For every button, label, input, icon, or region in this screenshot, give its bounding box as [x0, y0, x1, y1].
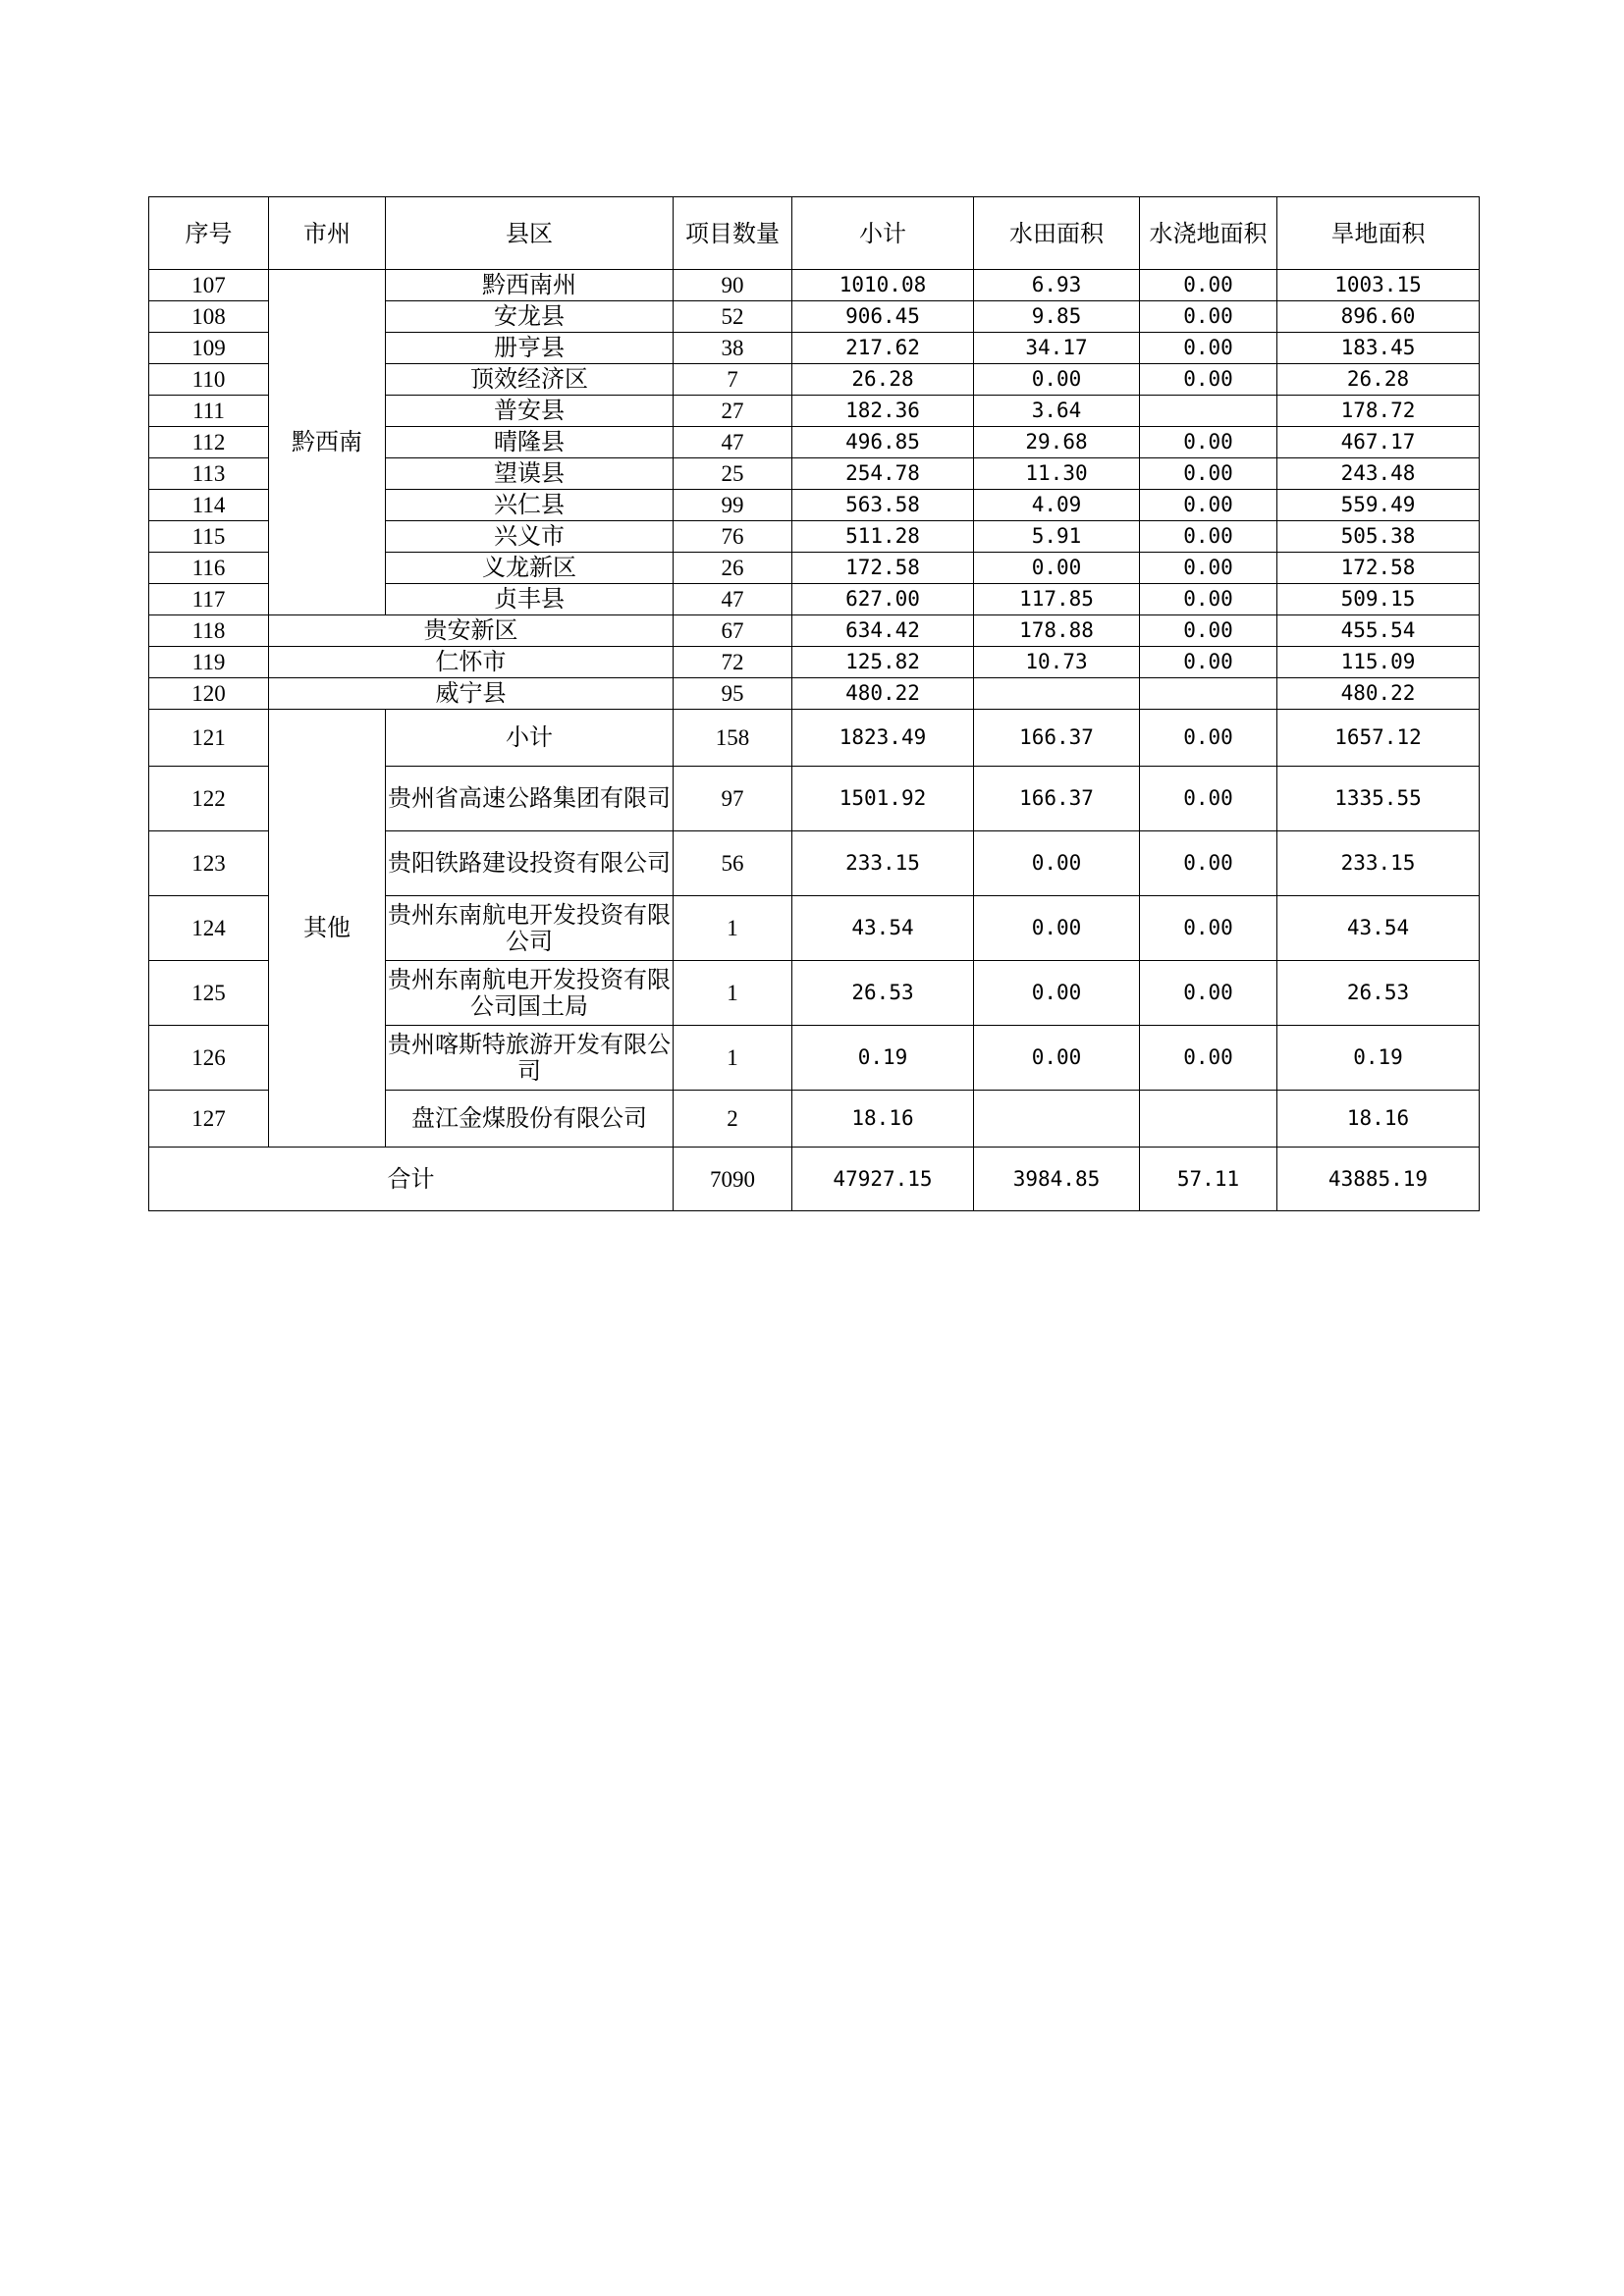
subtotal-cell: 906.45 — [792, 301, 974, 333]
paddy-cell: 166.37 — [974, 767, 1140, 831]
paddy-cell: 29.68 — [974, 427, 1140, 458]
county-cell: 兴义市 — [386, 521, 674, 553]
irrigated-cell: 0.00 — [1140, 521, 1277, 553]
subtotal-cell: 627.00 — [792, 584, 974, 615]
total-paddy: 3984.85 — [974, 1148, 1140, 1211]
paddy-cell — [974, 678, 1140, 710]
seq-cell: 120 — [149, 678, 269, 710]
subtotal-cell: 26.28 — [792, 364, 974, 396]
count-cell: 47 — [674, 427, 792, 458]
paddy-cell — [974, 1091, 1140, 1148]
irrigated-cell — [1140, 396, 1277, 427]
count-cell: 72 — [674, 647, 792, 678]
paddy-cell: 9.85 — [974, 301, 1140, 333]
seq-cell: 113 — [149, 458, 269, 490]
count-cell: 97 — [674, 767, 792, 831]
paddy-cell: 4.09 — [974, 490, 1140, 521]
paddy-cell: 117.85 — [974, 584, 1140, 615]
irrigated-cell: 0.00 — [1140, 896, 1277, 961]
county-cell: 盘江金煤股份有限公司 — [386, 1091, 674, 1148]
paddy-cell: 0.00 — [974, 1026, 1140, 1091]
paddy-cell: 0.00 — [974, 896, 1140, 961]
dry-cell: 178.72 — [1277, 396, 1480, 427]
seq-cell: 127 — [149, 1091, 269, 1148]
dry-cell: 0.19 — [1277, 1026, 1480, 1091]
county-cell: 望谟县 — [386, 458, 674, 490]
county-cell: 贵州东南航电开发投资有限公司国土局 — [386, 961, 674, 1026]
table-row — [149, 647, 1480, 678]
dry-cell: 26.28 — [1277, 364, 1480, 396]
subtotal-cell: 217.62 — [792, 333, 974, 364]
county-cell: 顶效经济区 — [386, 364, 674, 396]
seq-cell: 111 — [149, 396, 269, 427]
irrigated-cell: 0.00 — [1140, 490, 1277, 521]
dry-cell: 480.22 — [1277, 678, 1480, 710]
count-cell: 90 — [674, 270, 792, 301]
county-cell: 威宁县 — [269, 678, 674, 710]
irrigated-cell: 0.00 — [1140, 584, 1277, 615]
count-cell: 67 — [674, 615, 792, 647]
dry-cell: 1657.12 — [1277, 710, 1480, 767]
irrigated-cell: 0.00 — [1140, 427, 1277, 458]
dry-cell: 455.54 — [1277, 615, 1480, 647]
dry-cell: 183.45 — [1277, 333, 1480, 364]
count-cell: 1 — [674, 896, 792, 961]
seq-cell: 122 — [149, 767, 269, 831]
seq-cell: 112 — [149, 427, 269, 458]
county-cell: 普安县 — [386, 396, 674, 427]
total-label: 合计 — [149, 1148, 674, 1211]
header-project-count: 项目数量 — [674, 197, 792, 270]
header-seq: 序号 — [149, 197, 269, 270]
total-irrigated: 57.11 — [1140, 1148, 1277, 1211]
count-cell: 56 — [674, 831, 792, 896]
subtotal-cell: 26.53 — [792, 961, 974, 1026]
county-cell: 安龙县 — [386, 301, 674, 333]
dry-cell: 1335.55 — [1277, 767, 1480, 831]
paddy-cell: 11.30 — [974, 458, 1140, 490]
subtotal-cell: 1010.08 — [792, 270, 974, 301]
irrigated-cell: 0.00 — [1140, 553, 1277, 584]
count-cell: 26 — [674, 553, 792, 584]
subtotal-cell: 563.58 — [792, 490, 974, 521]
dry-cell: 509.15 — [1277, 584, 1480, 615]
subtotal-cell: 511.28 — [792, 521, 974, 553]
county-cell: 义龙新区 — [386, 553, 674, 584]
count-cell: 38 — [674, 333, 792, 364]
irrigated-cell: 0.00 — [1140, 831, 1277, 896]
total-subtotal: 47927.15 — [792, 1148, 974, 1211]
city-group-qianxinan: 黔西南 — [269, 270, 386, 615]
dry-cell: 243.48 — [1277, 458, 1480, 490]
county-cell: 贵州喀斯特旅游开发有限公司 — [386, 1026, 674, 1091]
county-cell: 晴隆县 — [386, 427, 674, 458]
irrigated-cell: 0.00 — [1140, 767, 1277, 831]
irrigated-cell — [1140, 678, 1277, 710]
header-dry-area: 旱地面积 — [1277, 197, 1480, 270]
county-cell: 贵州东南航电开发投资有限公司 — [386, 896, 674, 961]
paddy-cell: 166.37 — [974, 710, 1140, 767]
paddy-cell: 0.00 — [974, 831, 1140, 896]
seq-cell: 119 — [149, 647, 269, 678]
seq-cell: 123 — [149, 831, 269, 896]
table-row — [149, 270, 1480, 301]
seq-cell: 118 — [149, 615, 269, 647]
dry-cell: 505.38 — [1277, 521, 1480, 553]
land-area-table — [148, 196, 1480, 1211]
table-row — [149, 710, 1480, 767]
county-cell: 黔西南州 — [386, 270, 674, 301]
count-cell: 47 — [674, 584, 792, 615]
subtotal-cell: 0.19 — [792, 1026, 974, 1091]
dry-cell: 896.60 — [1277, 301, 1480, 333]
dry-cell: 18.16 — [1277, 1091, 1480, 1148]
seq-cell: 124 — [149, 896, 269, 961]
county-cell: 册亨县 — [386, 333, 674, 364]
seq-cell: 109 — [149, 333, 269, 364]
subtotal-cell: 254.78 — [792, 458, 974, 490]
seq-cell: 107 — [149, 270, 269, 301]
paddy-cell: 10.73 — [974, 647, 1140, 678]
seq-cell: 116 — [149, 553, 269, 584]
paddy-cell: 3.64 — [974, 396, 1140, 427]
subtotal-cell: 1501.92 — [792, 767, 974, 831]
count-cell: 1 — [674, 961, 792, 1026]
subtotal-cell: 172.58 — [792, 553, 974, 584]
count-cell: 27 — [674, 396, 792, 427]
county-cell: 贞丰县 — [386, 584, 674, 615]
header-subtotal: 小计 — [792, 197, 974, 270]
header-county: 县区 — [386, 197, 674, 270]
header-city: 市州 — [269, 197, 386, 270]
seq-cell: 115 — [149, 521, 269, 553]
seq-cell: 114 — [149, 490, 269, 521]
county-cell: 贵阳铁路建设投资有限公司 — [386, 831, 674, 896]
count-cell: 1 — [674, 1026, 792, 1091]
seq-cell: 108 — [149, 301, 269, 333]
table-row — [149, 615, 1480, 647]
count-cell: 95 — [674, 678, 792, 710]
count-cell: 76 — [674, 521, 792, 553]
paddy-cell: 34.17 — [974, 333, 1140, 364]
dry-cell: 1003.15 — [1277, 270, 1480, 301]
county-cell: 贵州省高速公路集团有限司 — [386, 767, 674, 831]
total-dry: 43885.19 — [1277, 1148, 1480, 1211]
seq-cell: 110 — [149, 364, 269, 396]
subtotal-cell: 18.16 — [792, 1091, 974, 1148]
count-cell: 7 — [674, 364, 792, 396]
count-cell: 158 — [674, 710, 792, 767]
paddy-cell: 6.93 — [974, 270, 1140, 301]
irrigated-cell: 0.00 — [1140, 1026, 1277, 1091]
subtotal-cell: 182.36 — [792, 396, 974, 427]
header-paddy-area: 水田面积 — [974, 197, 1140, 270]
irrigated-cell — [1140, 1091, 1277, 1148]
paddy-cell: 0.00 — [974, 364, 1140, 396]
total-row — [149, 1148, 1480, 1211]
subtotal-cell: 480.22 — [792, 678, 974, 710]
dry-cell: 467.17 — [1277, 427, 1480, 458]
subtotal-cell: 233.15 — [792, 831, 974, 896]
irrigated-cell: 0.00 — [1140, 458, 1277, 490]
irrigated-cell: 0.00 — [1140, 961, 1277, 1026]
irrigated-cell: 0.00 — [1140, 364, 1277, 396]
seq-cell: 126 — [149, 1026, 269, 1091]
irrigated-cell: 0.00 — [1140, 710, 1277, 767]
county-cell: 兴仁县 — [386, 490, 674, 521]
total-count: 7090 — [674, 1148, 792, 1211]
city-group-others: 其他 — [269, 710, 386, 1148]
dry-cell: 43.54 — [1277, 896, 1480, 961]
irrigated-cell: 0.00 — [1140, 615, 1277, 647]
seq-cell: 125 — [149, 961, 269, 1026]
seq-cell: 121 — [149, 710, 269, 767]
irrigated-cell: 0.00 — [1140, 647, 1277, 678]
count-cell: 25 — [674, 458, 792, 490]
subtotal-cell: 496.85 — [792, 427, 974, 458]
county-cell: 贵安新区 — [269, 615, 674, 647]
irrigated-cell: 0.00 — [1140, 270, 1277, 301]
paddy-cell: 5.91 — [974, 521, 1140, 553]
subtotal-cell: 634.42 — [792, 615, 974, 647]
dry-cell: 559.49 — [1277, 490, 1480, 521]
count-cell: 2 — [674, 1091, 792, 1148]
count-cell: 52 — [674, 301, 792, 333]
seq-cell: 117 — [149, 584, 269, 615]
paddy-cell: 0.00 — [974, 553, 1140, 584]
dry-cell: 172.58 — [1277, 553, 1480, 584]
subtotal-cell: 43.54 — [792, 896, 974, 961]
dry-cell: 115.09 — [1277, 647, 1480, 678]
subtotal-cell: 125.82 — [792, 647, 974, 678]
dry-cell: 233.15 — [1277, 831, 1480, 896]
county-cell: 小计 — [386, 710, 674, 767]
header-irrigated-area: 水浇地面积 — [1140, 197, 1277, 270]
paddy-cell: 0.00 — [974, 961, 1140, 1026]
dry-cell: 26.53 — [1277, 961, 1480, 1026]
irrigated-cell: 0.00 — [1140, 333, 1277, 364]
count-cell: 99 — [674, 490, 792, 521]
paddy-cell: 178.88 — [974, 615, 1140, 647]
table-row — [149, 678, 1480, 710]
county-cell: 仁怀市 — [269, 647, 674, 678]
irrigated-cell: 0.00 — [1140, 301, 1277, 333]
subtotal-cell: 1823.49 — [792, 710, 974, 767]
header-row — [149, 197, 1480, 270]
